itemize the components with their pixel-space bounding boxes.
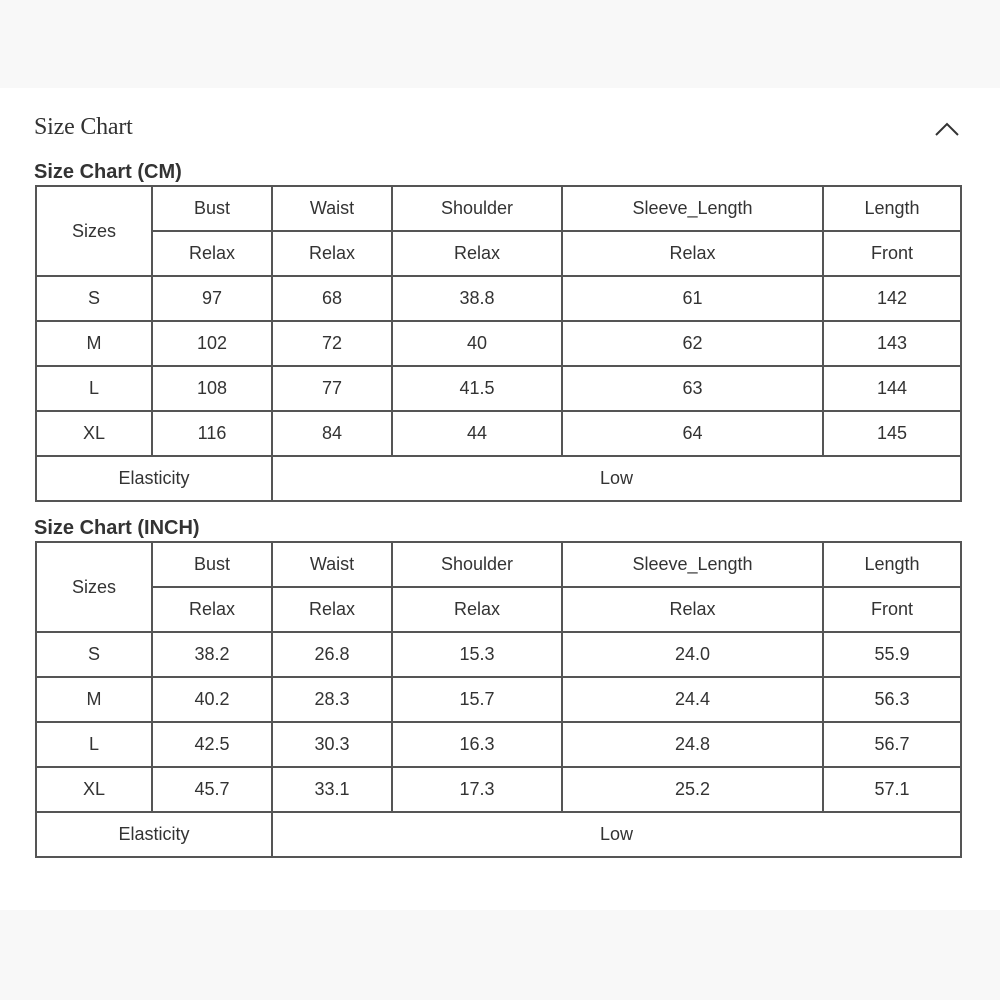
table-cell: 56.3 [823,677,961,722]
chevron-up-icon [930,114,964,144]
column-subheader: Front [823,587,961,632]
table-cell: 40 [392,321,562,366]
table-cell: 16.3 [392,722,562,767]
column-header: Length [823,186,961,231]
table-cell: 57.1 [823,767,961,812]
table-row [36,411,961,456]
column-subheader: Relax [272,231,392,276]
table-cell: 40.2 [152,677,272,722]
table-cell: 25.2 [562,767,823,812]
column-header: Waist [272,542,392,587]
table-cell: 77 [272,366,392,411]
table-cell: 102 [152,321,272,366]
top-background [0,0,1000,88]
size-cell: L [36,366,152,411]
size-table-inch [35,541,962,858]
size-cell: S [36,276,152,321]
table-cell: 61 [562,276,823,321]
column-subheader: Relax [392,587,562,632]
table-row [36,366,961,411]
elasticity-row [36,812,961,857]
column-header: Shoulder [392,186,562,231]
table-cell: 142 [823,276,961,321]
table-subheader-row [36,231,961,276]
size-cell: S [36,632,152,677]
section-title-cm: Size Chart (CM) [34,161,182,183]
table-cell: 143 [823,321,961,366]
table-cell: 15.7 [392,677,562,722]
column-header: Bust [152,542,272,587]
size-cell: M [36,677,152,722]
size-cell: XL [36,411,152,456]
elasticity-label: Elasticity [36,812,272,857]
accordion-title: Size Chart [34,114,133,140]
table-cell: 116 [152,411,272,456]
table-header-row [36,542,961,587]
table-cell: 55.9 [823,632,961,677]
table-row [36,677,961,722]
table-row [36,767,961,812]
sizes-header: Sizes [36,186,152,276]
elasticity-value: Low [272,812,961,857]
column-header: Bust [152,186,272,231]
table-cell: 33.1 [272,767,392,812]
column-subheader: Front [823,231,961,276]
table-cell: 144 [823,366,961,411]
table-cell: 108 [152,366,272,411]
table-cell: 24.0 [562,632,823,677]
size-cell: M [36,321,152,366]
column-header: Waist [272,186,392,231]
section-title-inch: Size Chart (INCH) [34,517,200,539]
elasticity-row [36,456,961,501]
table-cell: 38.8 [392,276,562,321]
table-cell: 72 [272,321,392,366]
table-subheader-row [36,587,961,632]
table-cell: 24.8 [562,722,823,767]
bottom-background [0,910,1000,1000]
table-cell: 84 [272,411,392,456]
table-cell: 42.5 [152,722,272,767]
table-cell: 63 [562,366,823,411]
table-cell: 97 [152,276,272,321]
size-cell: L [36,722,152,767]
column-header: Sleeve_Length [562,542,823,587]
column-subheader: Relax [152,231,272,276]
collapse-button[interactable] [930,114,964,144]
sizes-header: Sizes [36,542,152,632]
column-subheader: Relax [272,587,392,632]
table-cell: 44 [392,411,562,456]
table-row [36,321,961,366]
column-header: Length [823,542,961,587]
table-row [36,722,961,767]
table-cell: 62 [562,321,823,366]
table-row [36,276,961,321]
table-cell: 38.2 [152,632,272,677]
table-cell: 15.3 [392,632,562,677]
elasticity-value: Low [272,456,961,501]
column-header: Shoulder [392,542,562,587]
table-cell: 45.7 [152,767,272,812]
column-subheader: Relax [392,231,562,276]
table-header-row [36,186,961,231]
column-subheader: Relax [562,587,823,632]
table-cell: 64 [562,411,823,456]
column-subheader: Relax [562,231,823,276]
column-header: Sleeve_Length [562,186,823,231]
table-cell: 26.8 [272,632,392,677]
table-cell: 24.4 [562,677,823,722]
table-cell: 30.3 [272,722,392,767]
table-cell: 68 [272,276,392,321]
size-cell: XL [36,767,152,812]
column-subheader: Relax [152,587,272,632]
table-row [36,632,961,677]
size-table-cm [35,185,962,502]
elasticity-label: Elasticity [36,456,272,501]
table-cell: 145 [823,411,961,456]
table-cell: 17.3 [392,767,562,812]
table-cell: 56.7 [823,722,961,767]
table-cell: 41.5 [392,366,562,411]
table-cell: 28.3 [272,677,392,722]
